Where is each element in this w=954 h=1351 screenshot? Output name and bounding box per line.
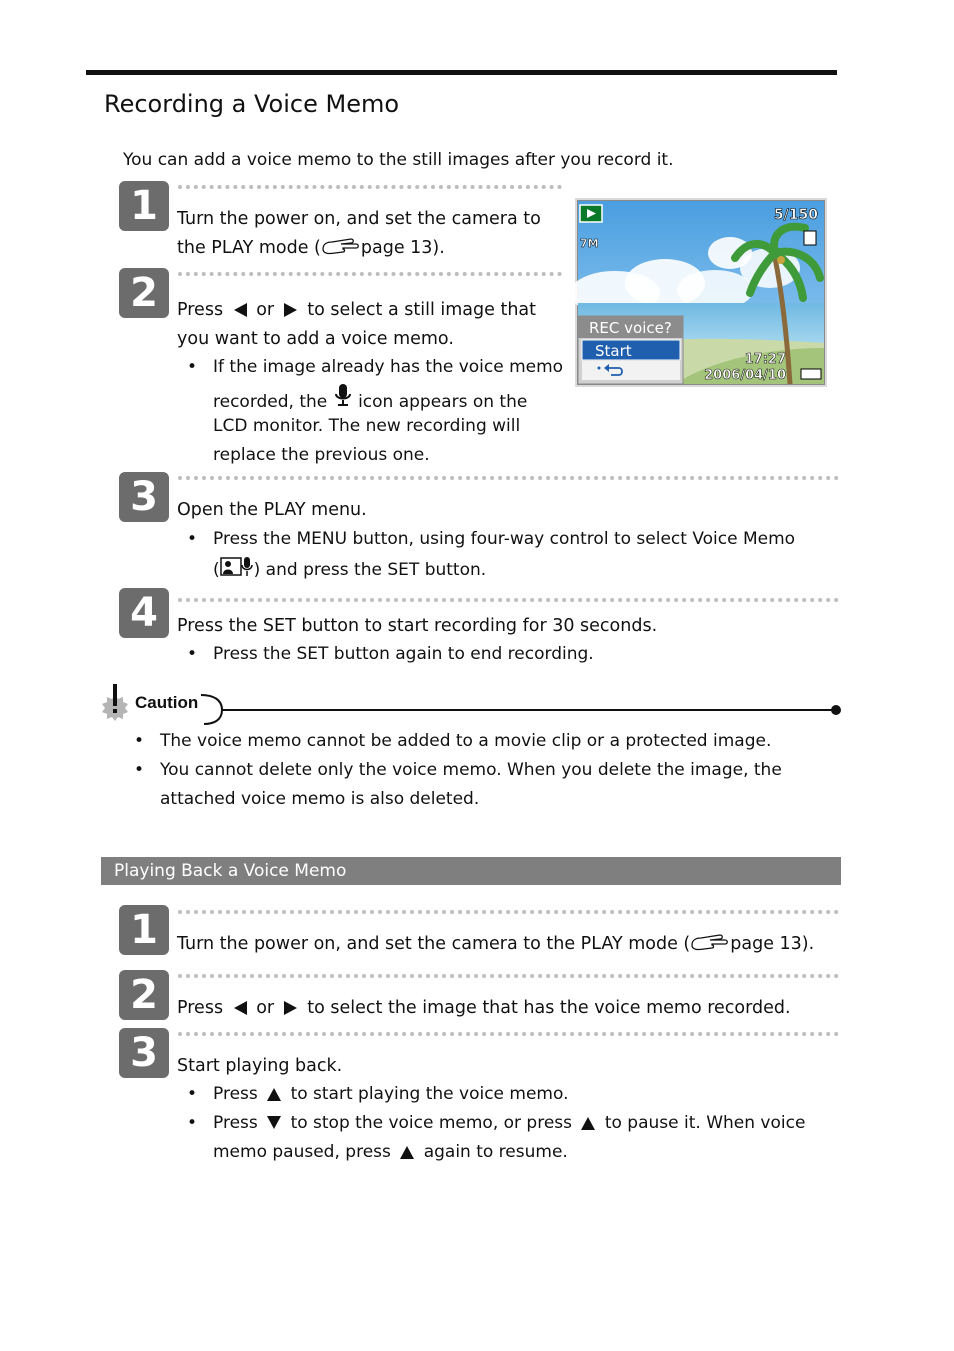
top-rule <box>86 70 837 75</box>
step-2-bullet-line4: replace the previous one. <box>213 445 430 465</box>
resolution-label: 7M <box>580 237 599 250</box>
text: Press <box>177 998 224 1018</box>
pointing-hand-icon <box>690 931 730 953</box>
play-step-3-bullet-1 <box>213 1080 569 1109</box>
lcd-date: 2006/04/10 <box>704 368 786 383</box>
dotted-divider <box>178 185 562 189</box>
step-4-bullet-line1 <box>213 640 594 669</box>
dotted-divider <box>178 910 839 914</box>
caution-item-2-line2: attached voice memo is also deleted. <box>160 789 480 809</box>
bullet: • <box>187 644 198 664</box>
dotted-divider <box>178 476 839 480</box>
caution-label: Caution <box>135 693 199 712</box>
text: page 13). <box>360 238 445 258</box>
dotted-divider <box>178 974 839 978</box>
play-step-3-text-line1: Start playing back. <box>177 1056 343 1076</box>
section-header-text: Playing Back a Voice Memo <box>114 861 347 881</box>
text: or <box>256 998 275 1018</box>
step-1-badge: 1 <box>119 181 169 231</box>
menu-keyword: MENU <box>296 529 348 549</box>
play-step-1-badge: 1 <box>119 905 169 955</box>
bullet: • <box>187 1084 198 1104</box>
text: icon appears on the <box>358 392 528 412</box>
text: Turn the power on, and set the camera to the PLAY mode ( <box>177 934 691 954</box>
caution-item-1: The voice memo cannot be added to a movie clip or a protected image. <box>160 731 772 751</box>
text: recorded, the <box>213 392 328 412</box>
caution-rule <box>200 694 845 726</box>
text: Press the <box>213 644 292 664</box>
menu-option-start-label: Start <box>595 342 632 360</box>
text: Press <box>177 300 224 320</box>
step-2-bullet-line1: If the image already has the voice memo <box>213 357 564 377</box>
menu-title: REC voice? <box>589 319 672 337</box>
dotted-divider <box>178 272 562 276</box>
text: to pause it. When voice <box>604 1113 806 1133</box>
step-1-text-line2 <box>177 234 445 263</box>
section-header-playing-back <box>101 857 841 885</box>
step-2-text-line1 <box>177 296 536 325</box>
up-arrow-icon <box>266 1086 282 1102</box>
microphone-icon <box>333 383 353 409</box>
image-counter: 5/150 <box>773 207 818 223</box>
bullet: • <box>134 731 145 751</box>
intro-text: You can add a voice memo to the still images after you record it. <box>123 150 674 170</box>
pointing-hand-icon <box>321 235 361 257</box>
text: again to resume. <box>423 1142 568 1162</box>
step-4-text-line1: Press the SET button to start recording for 30 seconds. <box>177 616 658 636</box>
play-step-2-text <box>177 994 791 1023</box>
left-arrow-icon <box>232 1000 248 1016</box>
play-step-2-badge: 2 <box>119 970 169 1020</box>
text: the PLAY mode ( <box>177 238 321 258</box>
camera-lcd-illustration <box>575 198 827 387</box>
step-3-badge: 3 <box>119 472 169 522</box>
text: to select a still image that <box>307 300 536 320</box>
dotted-divider <box>178 1032 839 1036</box>
text: to stop the voice memo, or press <box>290 1113 573 1133</box>
play-step-3-badge: 3 <box>119 1028 169 1078</box>
step-2-text-line2: you want to add a voice memo. <box>177 329 454 349</box>
set-keyword: SET <box>296 644 329 664</box>
dotted-divider <box>178 598 839 602</box>
caution-item-2-line1: You cannot delete only the voice memo. When you delete the image, the <box>160 760 782 780</box>
text: button. <box>424 560 487 580</box>
up-arrow-icon <box>399 1144 415 1160</box>
step-3-bullet-line1 <box>213 525 795 554</box>
play-step-3-bullet-2-line2 <box>213 1138 568 1167</box>
text: Press <box>213 1113 258 1133</box>
text: button, using four-way control to select <box>352 529 687 549</box>
bullet: • <box>134 760 145 780</box>
left-arrow-icon <box>232 302 248 318</box>
up-arrow-icon <box>580 1115 596 1131</box>
step-2-bullet-line3: LCD monitor. The new recording will <box>213 416 521 436</box>
text: Press the <box>213 529 292 549</box>
bullet: • <box>187 529 198 549</box>
text: to select the image that has the voice memo recorded. <box>307 998 791 1018</box>
text: ) and press the <box>253 560 382 580</box>
step-1-text-line1: Turn the power on, and set the camera to <box>177 209 541 229</box>
right-arrow-icon <box>283 1000 299 1016</box>
text: memo paused, press <box>213 1142 391 1162</box>
memory-card-icon <box>804 231 816 245</box>
step-2-badge: 2 <box>119 268 169 318</box>
text: button again to end recording. <box>333 644 594 664</box>
down-arrow-icon <box>266 1115 282 1131</box>
battery-icon <box>801 369 821 379</box>
step-4-badge: 4 <box>119 588 169 638</box>
voice-memo-icon <box>220 556 254 578</box>
lcd-scene <box>575 198 827 387</box>
bullet: • <box>187 357 198 377</box>
text: ( <box>213 560 220 580</box>
set-keyword: SET <box>387 560 420 580</box>
play-step-3-bullet-2-line1 <box>213 1109 805 1138</box>
text: Press <box>213 1084 258 1104</box>
right-arrow-icon <box>283 302 299 318</box>
caution-icon <box>98 683 132 723</box>
step-3-bullet-line2 <box>213 556 486 585</box>
play-step-1-text <box>177 930 814 959</box>
text: or <box>256 300 275 320</box>
lcd-time: 17:27 <box>744 352 786 367</box>
page-title: Recording a Voice Memo <box>104 90 400 118</box>
step-3-text-line1: Open the PLAY menu. <box>177 500 367 520</box>
text: to start playing the voice memo. <box>290 1084 569 1104</box>
text: page 13). <box>730 934 815 954</box>
voice-memo-keyword: Voice Memo <box>692 529 796 549</box>
bullet: • <box>187 1113 198 1133</box>
